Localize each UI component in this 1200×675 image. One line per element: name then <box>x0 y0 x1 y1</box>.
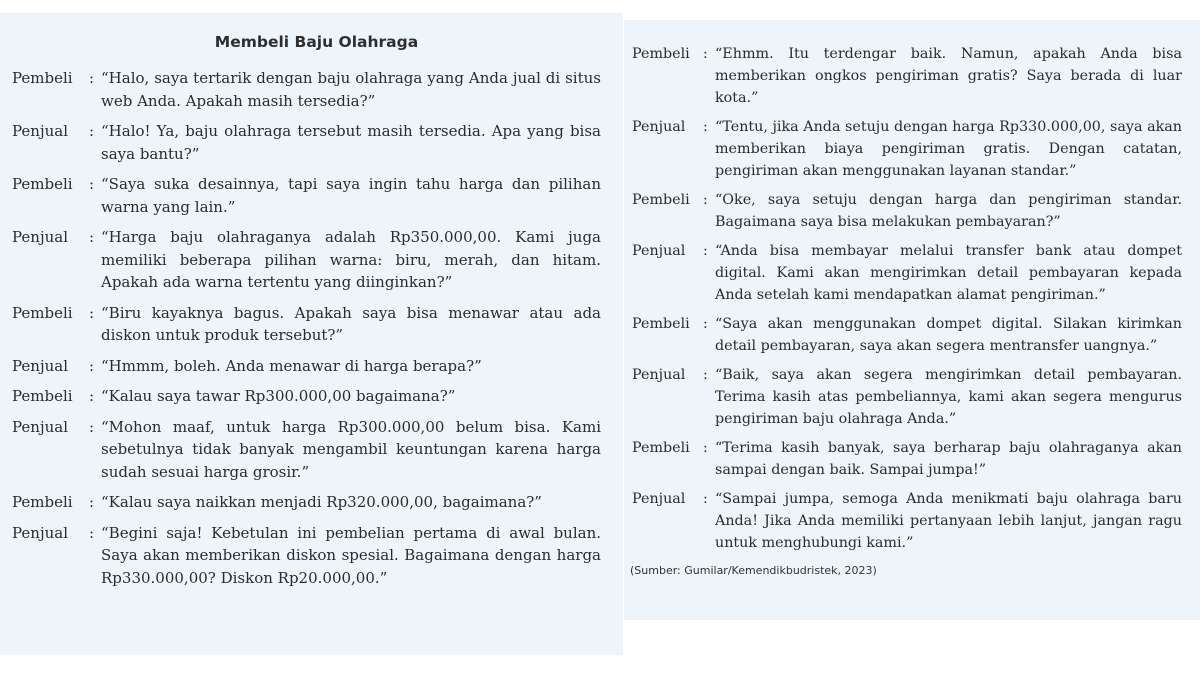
utterance-text: “Saya suka desainnya, tapi saya ingin tahu harga dan pilihan warna yang lain.” <box>101 175 601 216</box>
utterance-text: “Biru kayaknya bagus. Apakah saya bisa menawar atau ada diskon untuk produk tersebut?” <box>101 303 601 344</box>
separator-colon: : <box>703 119 708 135</box>
speaker-label: Penjual <box>12 228 69 246</box>
dialogue-turn <box>12 67 601 112</box>
utterance-text: “Halo, saya tertarik dengan baju olahraga yang Anda jual di situs web Anda. Apakah masih tersedia?” <box>101 69 601 110</box>
separator-colon: : <box>703 46 708 62</box>
separator-colon: : <box>89 122 95 140</box>
separator-colon: : <box>89 523 95 542</box>
utterance-text: “Harga baju olahraganya adalah Rp350.000,00. Kami juga memiliki beberapa pilihan warna: biru, merah, dan hitam. Apakah ada warna tertentu yang diinginkan?” <box>101 228 601 291</box>
separator-colon: : <box>89 417 95 436</box>
speaker-label: Penjual <box>12 122 69 140</box>
speaker-label: Pembeli <box>12 493 73 511</box>
speaker-label: Pembeli <box>12 69 73 87</box>
dialogue-turn <box>632 43 1182 109</box>
utterance-text: “Kalau saya tawar Rp300.000,00 bagaimana?” <box>101 387 456 405</box>
dialogue-turn <box>632 488 1182 554</box>
utterance-text: “Terima kasih banyak, saya berharap baju olahraganya akan sampai dengan baik. Sampai jumpa!” <box>715 440 1182 478</box>
separator-colon: : <box>703 316 708 332</box>
dialogue-turn <box>12 173 601 218</box>
separator-colon: : <box>703 192 708 208</box>
separator-colon: : <box>703 491 708 507</box>
separator-colon: : <box>89 228 95 246</box>
utterance-text: “Baik, saya akan segera mengirimkan detail pembayaran. Terima kasih atas pembeliannya, kami akan segera mengurus pengiriman baju olahraga Anda.” <box>715 367 1182 427</box>
utterance-text: “Anda bisa membayar melalui transfer bank atau dompet digital. Kami akan mengirimkan detail pembayaran kepada Anda setelah kami mendapatkan alamat pengiriman.” <box>715 243 1182 303</box>
dialogue-turn <box>12 355 601 378</box>
speaker-label: Penjual <box>12 523 69 542</box>
utterance-text: “Kalau saya naikkan menjadi Rp320.000,00, bagaimana?” <box>101 493 542 511</box>
utterance-text: “Ehmm. Itu terdengar baik. Namun, apakah Anda bisa memberikan ongkos pengiriman gratis? Saya berada di luar kota.” <box>715 46 1182 106</box>
separator-colon: : <box>89 303 95 322</box>
speaker-label: Penjual <box>12 417 69 436</box>
speaker-label: Pembeli <box>632 316 690 332</box>
dialogue-turn <box>12 385 601 408</box>
dialogue-turn <box>632 240 1182 306</box>
dialogue-turn <box>632 313 1182 357</box>
left-dialogue-list <box>12 67 601 589</box>
right-dialogue-list <box>632 43 1182 554</box>
dialogue-turn <box>12 416 601 484</box>
speaker-label: Penjual <box>632 119 686 135</box>
utterance-text: “Hmmm, boleh. Anda menawar di harga berapa?” <box>101 356 482 375</box>
dialogue-turn <box>632 437 1182 481</box>
speaker-label: Penjual <box>632 491 686 507</box>
dialogue-turn <box>12 120 601 165</box>
speaker-label: Penjual <box>632 243 686 259</box>
separator-colon: : <box>89 356 95 375</box>
utterance-text: “Saya akan menggunakan dompet digital. Silakan kirimkan detail pembayaran, saya akan segera mentransfer uangnya.” <box>715 316 1182 354</box>
utterance-text: “Sampai jumpa, semoga Anda menikmati baju olahraga baru Anda! Jika Anda memiliki pertanyaan lebih lanjut, jangan ragu untuk menghubungi kami.” <box>715 491 1182 551</box>
utterance-text: “Halo! Ya, baju olahraga tersebut masih tersedia. Apa yang bisa saya bantu?” <box>101 122 601 163</box>
separator-colon: : <box>89 175 95 193</box>
dialogue-turn <box>12 302 601 347</box>
dialogue-turn <box>12 522 601 590</box>
utterance-text: “Oke, saya setuju dengan harga dan pengiriman standar. Bagaimana saya bisa melakukan pembayaran?” <box>715 192 1182 230</box>
speaker-label: Pembeli <box>632 440 690 456</box>
separator-colon: : <box>89 69 95 87</box>
speaker-label: Pembeli <box>632 192 690 208</box>
speaker-label: Penjual <box>12 356 69 375</box>
speaker-label: Pembeli <box>12 303 73 322</box>
utterance-text: “Tentu, jika Anda setuju dengan harga Rp330.000,00, saya akan memberikan biaya pengiriman gratis. Dengan catatan, pengiriman akan menggunakan layanan standar.” <box>715 119 1182 179</box>
utterance-text: “Begini saja! Kebetulan ini pembelian pertama di awal bulan. Saya akan memberikan diskon spesial. Bagaimana dengan harga Rp330.000,00? Diskon Rp20.000,00.” <box>101 523 601 587</box>
speaker-label: Pembeli <box>12 175 73 193</box>
speaker-label: Pembeli <box>632 46 690 62</box>
left-dialogue-panel <box>0 13 623 655</box>
separator-colon: : <box>703 243 708 259</box>
separator-colon: : <box>89 387 95 405</box>
dialogue-turn <box>632 116 1182 182</box>
utterance-text: “Mohon maaf, untuk harga Rp300.000,00 belum bisa. Kami sebetulnya tidak banyak mengambil keuntungan karena harga sudah sesuai harga grosir.” <box>101 417 601 481</box>
dialogue-turn <box>12 226 601 294</box>
dialogue-turn <box>12 491 601 514</box>
source-citation: (Sumber: Gumilar/Kemendikbudristek, 2023) <box>630 564 877 577</box>
dialogue-turn <box>632 364 1182 430</box>
panel-top-spacer <box>632 20 1182 43</box>
separator-colon: : <box>89 493 95 511</box>
speaker-label: Pembeli <box>12 387 73 405</box>
dialogue-title: Membeli Baju Olahraga <box>214 33 419 51</box>
speaker-label: Penjual <box>632 367 686 383</box>
separator-colon: : <box>703 440 708 456</box>
dialogue-turn <box>632 189 1182 233</box>
separator-colon: : <box>703 367 708 383</box>
right-dialogue-panel <box>624 20 1200 620</box>
